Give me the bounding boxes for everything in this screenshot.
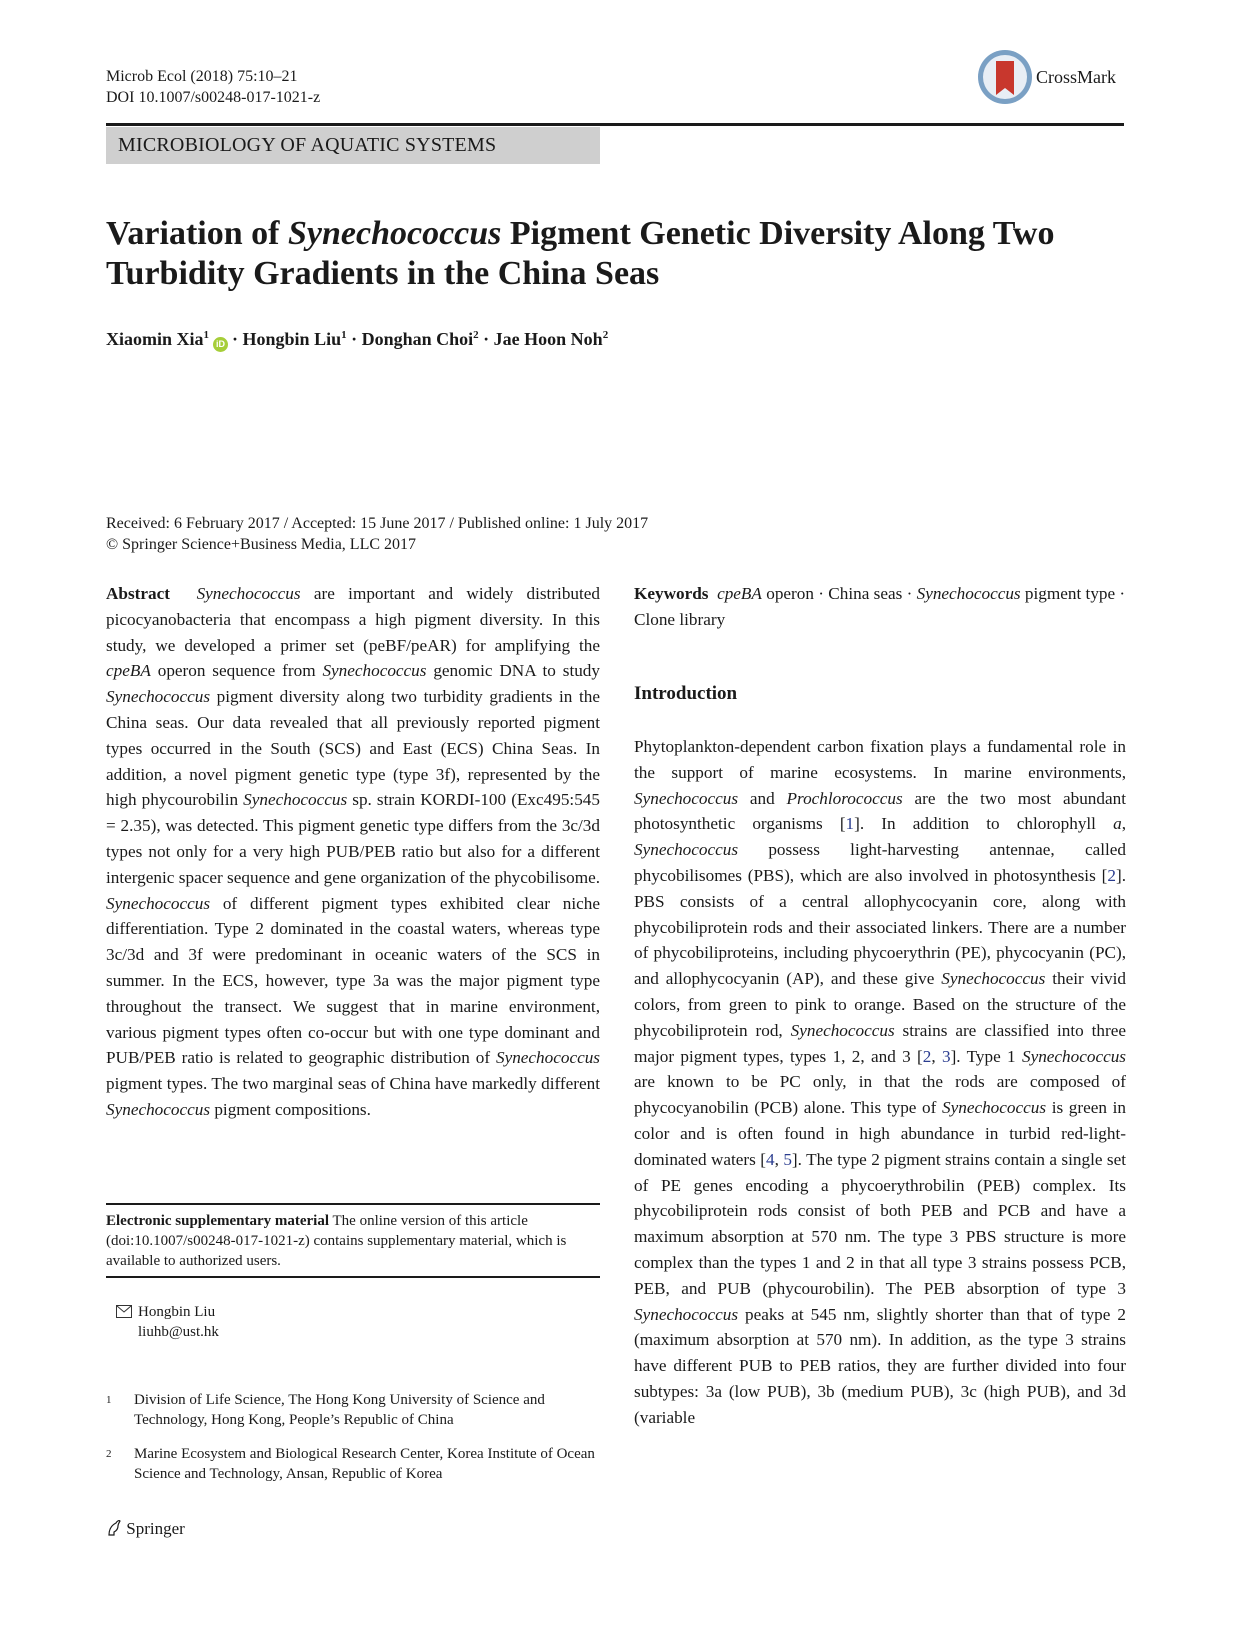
citation-link[interactable]: 3 xyxy=(941,1046,951,1066)
orcid-icon[interactable]: iD xyxy=(213,337,228,352)
publisher-footer xyxy=(106,1519,185,1539)
supplementary-note: Electronic supplementary material The online version of this article (doi:10.1007/s00248-017-1021-z) contains supplementary material, which is available to authorized users. xyxy=(106,1213,567,1269)
divider xyxy=(106,1276,600,1278)
journal-volume: Microb Ecol (2018) 75:10–21 xyxy=(106,68,298,85)
abstract-label: Abstract xyxy=(106,584,170,603)
contact-email[interactable]: liuhb@ust.hk xyxy=(138,1324,219,1340)
article-title: Variation of Synechococcus Pigment Genetic Diversity Along Two Turbidity Gradients in the China Seas xyxy=(106,215,1055,292)
right-column xyxy=(634,581,1126,633)
corresponding-author xyxy=(106,1302,219,1342)
doi: DOI 10.1007/s00248-017-1021-z xyxy=(106,89,321,106)
introduction-text: Phytoplankton-dependent carbon fixation plays a fundamental role in the support of marine ecosystems. In marine environments, Synechococcus and Prochlorococcus are the two most abundant photosynthetic organisms [1]. In addition to chlorophyll a, Synechococcus possess light-harvesting antennae, called phycobilisomes (PBS), which are also involved in photosynthesis [2]. PBS consists of a central allophycocyanin core, along with phycobiliprotein rods and their associated linkers. There are a number of phycobiliproteins, including phycoerythrin (PE), phycocyanin (PC), and allophycocyanin (AP), and these give Synechococcus their vivid colors, from green to pink to orange. Based on the structure of the phycobiliprotein rod, Synechococcus strains are classified into three major pigment types, types 1, 2, and 3 [2, 3]. Type 1 Synechococcus are known to be PC only, in that the rods are composed of phycocyanobilin (PCB) alone. This type of Synechococcus is green in color and is often found in high abundance in turbid red-light-dominated waters [4, 5]. The type 2 pigment strains contain a single set of PE genes encoding a phycoerythrobilin (PEB) complex. Its phycobiliprotein rods consist of both PEB and PCB and have a maximum absorption at 570 nm. The type 3 PBS structure is more complex than the types 1 and 2 in that all type 3 strains possess PCB, PEB, and PUB (phycourobilin). The PEB absorption of type 3 Synechococcus peaks at 545 nm, slightly shorter than that of type 2 (maximum absorption at 570 nm). In addition, as the type 3 strains have different PUB to PEB ratios, they are further divided into four subtypes: 3a (low PUB), 3b (medium PUB), 3c (high PUB), and 3d (variable xyxy=(634,737,1126,1427)
publisher-name: Springer xyxy=(126,1519,185,1538)
contact-name: Hongbin Liu xyxy=(138,1304,216,1320)
envelope-icon xyxy=(116,1305,132,1318)
journal-citation xyxy=(106,66,320,108)
citation-link[interactable]: 1 xyxy=(845,814,855,834)
author-name[interactable]: Hongbin Liu xyxy=(242,329,342,349)
author-name[interactable]: Donghan Choi xyxy=(361,329,474,349)
springer-horse-icon xyxy=(106,1519,122,1537)
citation-link[interactable]: 4 xyxy=(766,1149,775,1169)
author-name[interactable]: Xiaomin Xia xyxy=(106,329,204,349)
copyright: © Springer Science+Business Media, LLC 2017 xyxy=(106,536,417,553)
abstract: Abstract Synechococcus are important and widely distributed picocyanobacteria that encompass a high pigment diversity. In this study, we developed a primer set (peBF/peAR) for amplifying the cpeBA operon sequence from Synechococcus genomic DNA to study Synechococcus pigment diversity along two turbidity gradients in the China seas. Our data revealed that all previously reported pigment types occurred in the South (SCS) and East (ECS) China Seas. In addition, a novel pigment genetic type (type 3f), represented by the high phycourobilin Synechococcus sp. strain KORDI-100 (Exc495:545 = 2.35), was detected. This pigment genetic type differs from the 3c/3d types not only for a very high PUB/PEB ratio but also for a different intergenic spacer sequence and gene organization of the phycobilisome. Synechococcus of different pigment types exhibited clear niche differentiation. Type 2 dominated in the coastal waters, whereas type 3c/3d and 3f were predominant in oceanic waters of the SCS in summer. In the ECS, however, type 3a was the major pigment type throughout the transect. We suggest that in marine environment, various pigment types often co-occur but with one type dominant and PUB/PEB ratio is related to geographic distribution of Synechococcus pigment types. The two marginal seas of China have markedly different Synechococcus pigment compositions. xyxy=(106,584,600,1119)
keywords: Keywords cpeBA operon · China seas · Synechococcus pigment type · Clone library xyxy=(634,584,1126,629)
citation-link[interactable]: 2 xyxy=(922,1046,932,1066)
citation-link[interactable]: 5 xyxy=(783,1149,792,1169)
section-heading-introduction: Introduction xyxy=(634,683,738,704)
section-label: MICROBIOLOGY OF AQUATIC SYSTEMS xyxy=(118,134,497,156)
citation-link[interactable]: 2 xyxy=(1107,865,1116,885)
author-name[interactable]: Jae Hoon Noh xyxy=(493,329,603,349)
divider xyxy=(106,1203,600,1205)
author-list: Xiaomin Xia$^1$iD · Hongbin Liu$^1$ · Donghan Choi$^2$ · Jae Hoon Noh$^2$ xyxy=(106,329,608,352)
header-rule xyxy=(106,123,1124,126)
crossmark-label: CrossMark xyxy=(1036,67,1116,87)
section-banner xyxy=(106,127,600,164)
publication-dates: Received: 6 February 2017 / Accepted: 15 June 2017 / Published online: 1 July 2017 © Springer Science+Business Media, LLC 2017 xyxy=(106,515,649,553)
